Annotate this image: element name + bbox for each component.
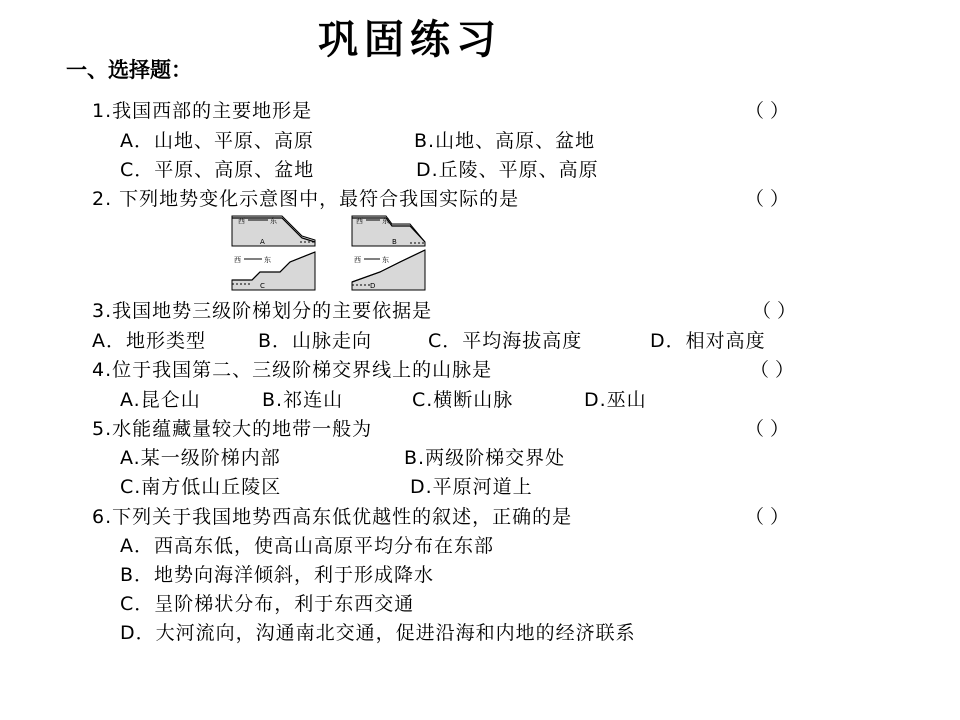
profile-a-label: A bbox=[260, 238, 265, 246]
question-5-answer-blank: （ ） bbox=[745, 418, 790, 440]
question-3-option-d: D．相对高度 bbox=[650, 330, 766, 352]
question-4-option-c: C.横断山脉 bbox=[412, 389, 514, 411]
profile-b bbox=[352, 216, 425, 246]
profile-b-label: B bbox=[392, 238, 397, 246]
question-6-option-b: B．地势向海洋倾斜，利于形成降水 bbox=[120, 564, 435, 586]
question-4-stem: 4.位于我国第二、三级阶梯交界线上的山脉是 bbox=[92, 359, 493, 381]
profile-b-east: 东 bbox=[382, 217, 389, 225]
question-1-option-a: A．山地、平原、高原 bbox=[120, 130, 314, 152]
question-6-option-d: D．大河流向，沟通南北交通，促进沿海和内地的经济联系 bbox=[120, 622, 636, 644]
question-4-option-a: A.昆仑山 bbox=[120, 389, 201, 411]
question-1-stem: 1.我国西部的主要地形是 bbox=[92, 100, 313, 122]
profile-c-label: C bbox=[260, 282, 265, 290]
question-3-option-c: C．平均海拔高度 bbox=[428, 330, 583, 352]
question-6-answer-blank: （ ） bbox=[745, 506, 790, 528]
profile-c bbox=[232, 252, 315, 290]
question-3-option-a: A．地形类型 bbox=[92, 330, 206, 352]
question-2-stem: 2. 下列地势变化示意图中，最符合我国实际的是 bbox=[92, 188, 520, 210]
question-3-option-b: B．山脉走向 bbox=[258, 330, 373, 352]
question-4-option-d: D.巫山 bbox=[584, 389, 647, 411]
profile-b-west: 西 bbox=[356, 217, 363, 225]
question-1-answer-blank: （ ） bbox=[745, 100, 790, 122]
question-6-option-a: A．西高东低，使高山高原平均分布在东部 bbox=[120, 535, 494, 557]
terrain-profile-diagram bbox=[220, 212, 460, 294]
profile-c-east: 东 bbox=[264, 256, 271, 264]
profile-c-west: 西 bbox=[234, 256, 241, 264]
question-3-stem: 3.我国地势三级阶梯划分的主要依据是 bbox=[92, 300, 433, 322]
question-5-option-c: C.南方低山丘陵区 bbox=[120, 476, 282, 498]
question-5-option-b: B.两级阶梯交界处 bbox=[404, 447, 566, 469]
profile-a-west: 西 bbox=[238, 217, 245, 225]
question-1-option-b: B.山地、高原、盆地 bbox=[414, 130, 596, 152]
question-4-option-b: B.祁连山 bbox=[262, 389, 344, 411]
question-1-option-d: D.丘陵、平原、高原 bbox=[416, 159, 599, 181]
question-3-answer-blank: （ ） bbox=[752, 300, 797, 322]
question-2-answer-blank: （ ） bbox=[745, 188, 790, 210]
profile-d bbox=[352, 250, 425, 290]
profile-d-east: 东 bbox=[382, 256, 389, 264]
question-6-stem: 6.下列关于我国地势西高东低优越性的叙述，正确的是 bbox=[92, 506, 573, 528]
question-5-option-a: A.某一级阶梯内部 bbox=[120, 447, 281, 469]
section-heading: 一、选择题： bbox=[66, 58, 192, 82]
profile-a-east: 东 bbox=[270, 217, 277, 225]
page-title: 巩固练习 bbox=[318, 17, 502, 63]
question-4-answer-blank: （ ） bbox=[750, 359, 795, 381]
profile-a bbox=[232, 216, 315, 246]
profile-d-west: 西 bbox=[354, 256, 361, 264]
question-1-option-c: C．平原、高原、盆地 bbox=[120, 159, 315, 181]
question-5-stem: 5.水能蕴藏量较大的地带一般为 bbox=[92, 418, 373, 440]
profile-d-label: D bbox=[370, 282, 376, 290]
question-5-option-d: D.平原河道上 bbox=[410, 476, 533, 498]
question-6-option-c: C．呈阶梯状分布，利于东西交通 bbox=[120, 593, 415, 615]
